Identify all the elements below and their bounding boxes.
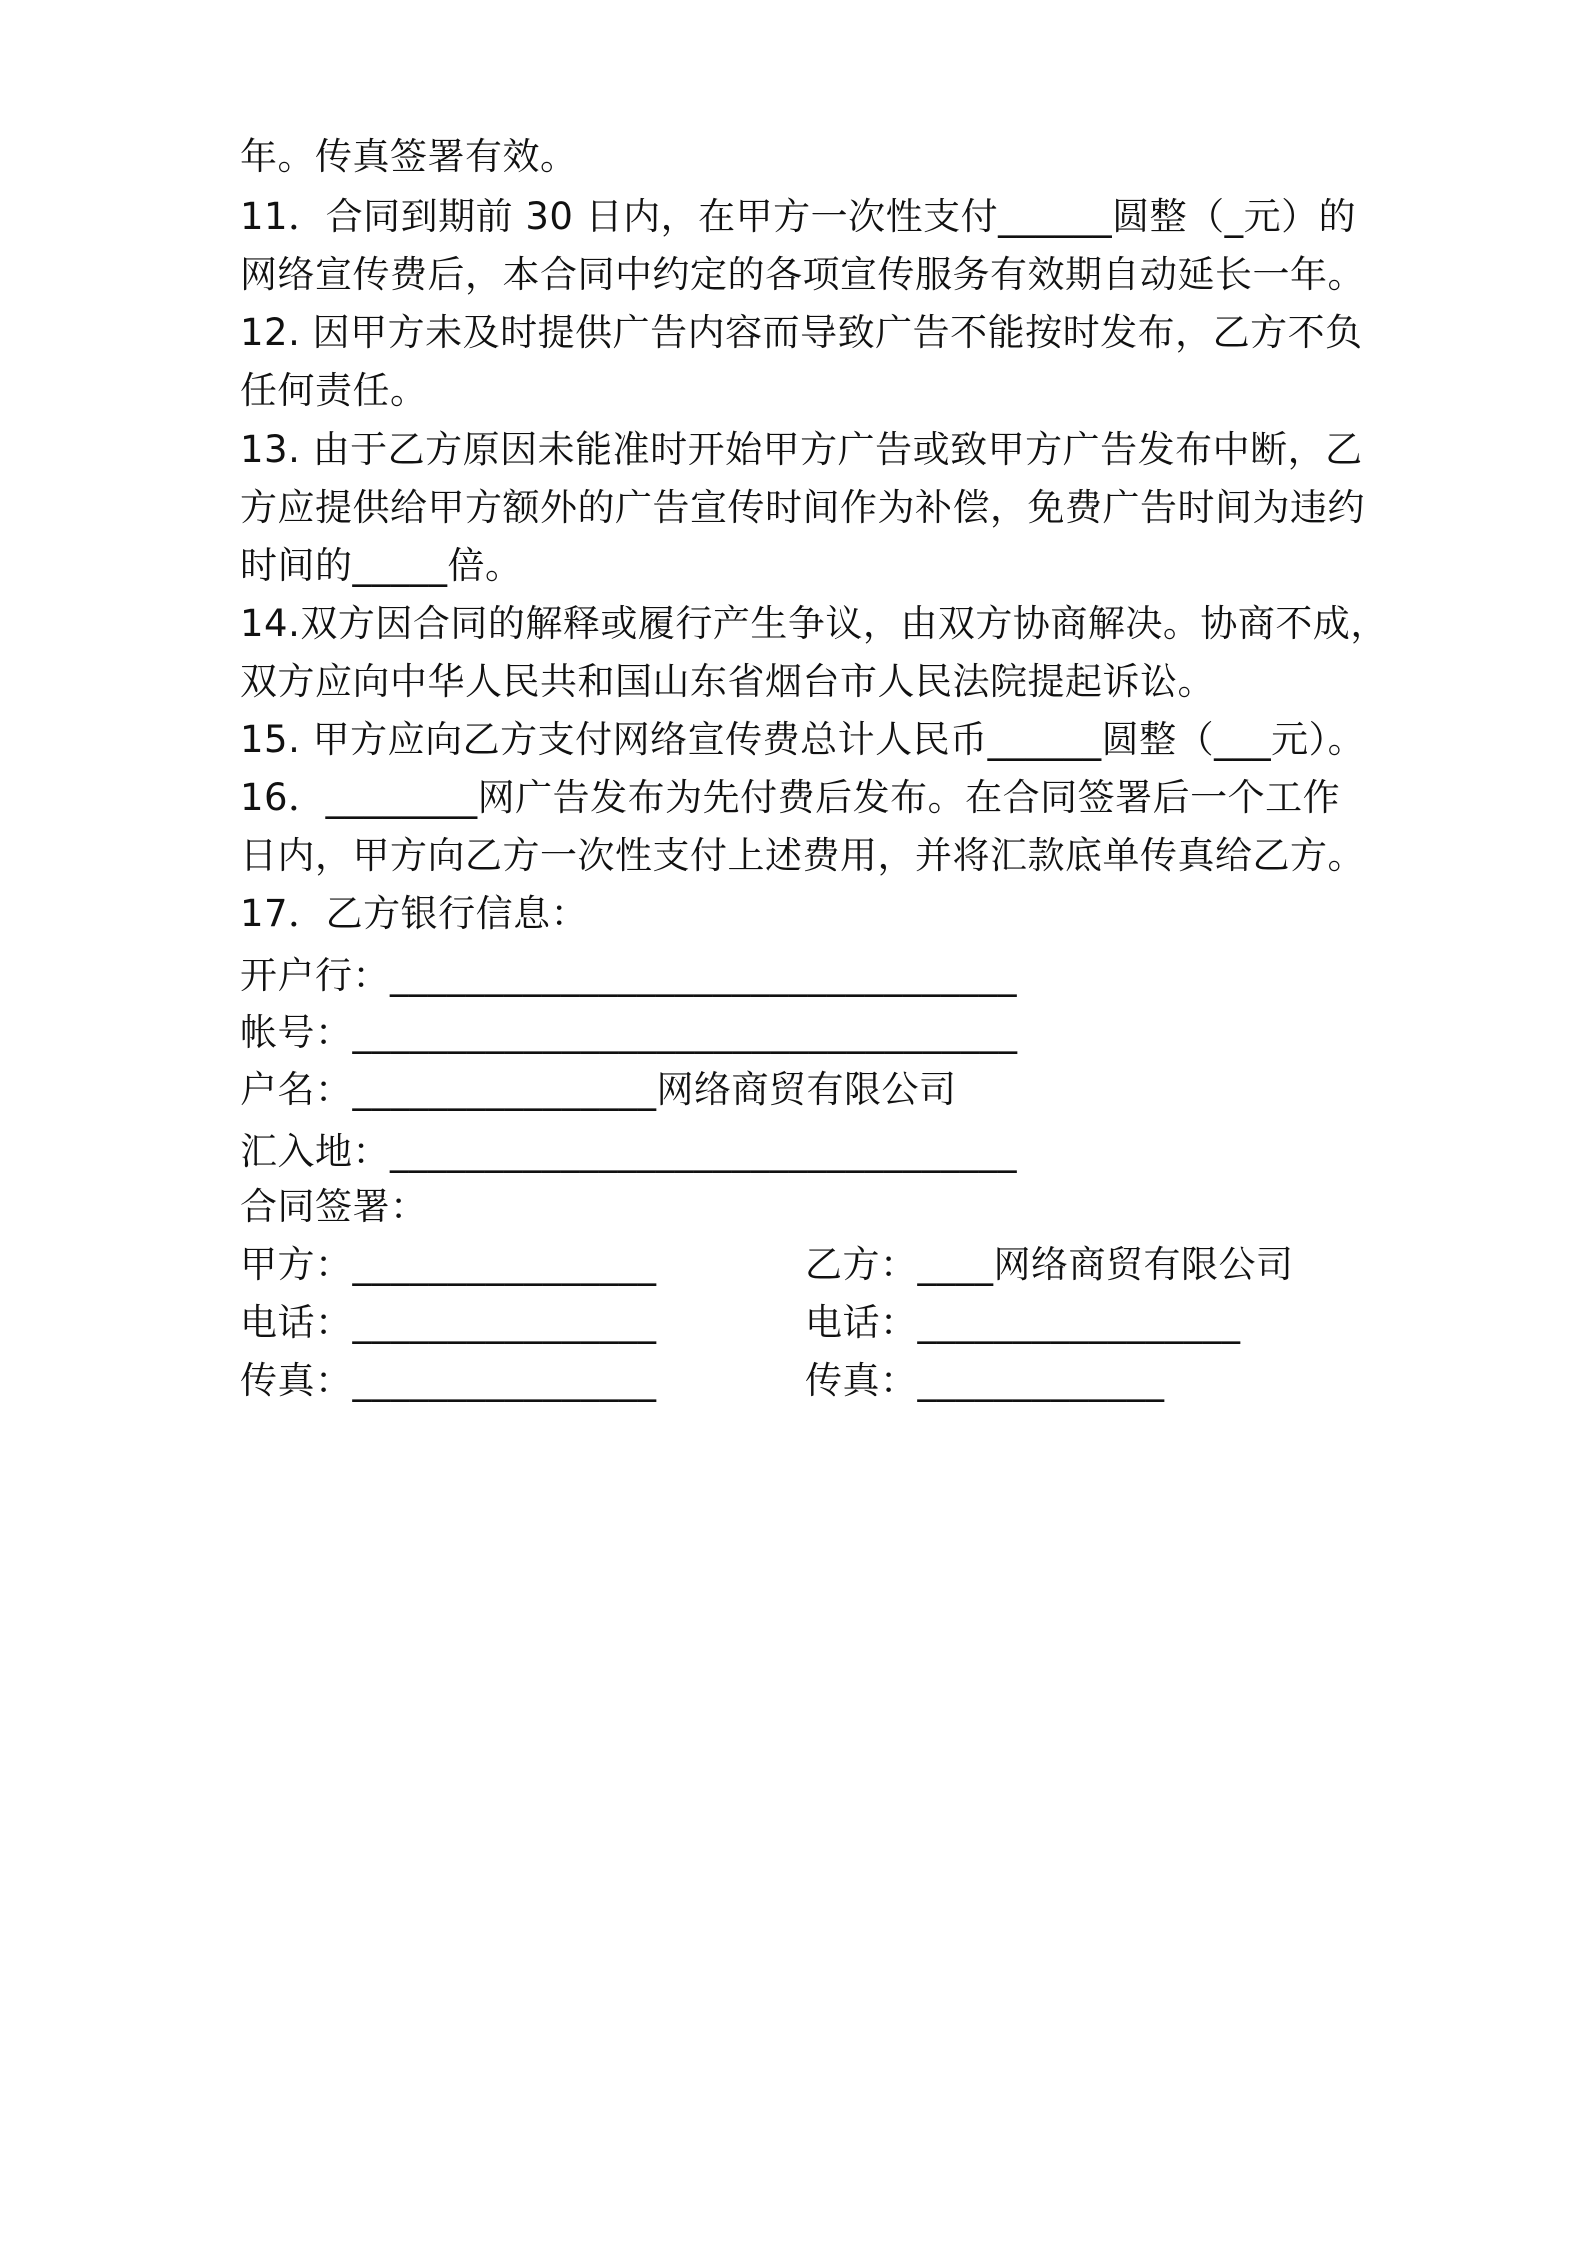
clause-14-line-2: 双方应向中华人民共和国山东省烟台市人民法院提起诉讼。 (240, 660, 1215, 703)
clause-13-line-3: 时间的_____倍。 (240, 544, 523, 587)
party-a-fax-field: 传真：________________ (240, 1359, 657, 1402)
signing-heading: 合同签署： (240, 1185, 428, 1228)
clause-12-line-1: 12. 因甲方未及时提供广告内容而导致广告不能按时发布，乙方不负 (240, 311, 1363, 354)
clause-11-line-1: 11．合同到期前 30 日内，在甲方一次性支付______圆整（_元）的 (240, 195, 1357, 238)
clause-16-line-2: 日内，甲方向乙方一次性支付上述费用，并将汇款底单传真给乙方。 (240, 834, 1365, 877)
party-a-field: 甲方：________________ (240, 1243, 657, 1286)
clause-12-line-2: 任何责任。 (240, 369, 428, 412)
bank-opening-field: 开户行：_________________________________ (240, 954, 1017, 997)
clause-16-line-1: 16．________网广告发布为先付费后发布。在合同签署后一个工作 (240, 776, 1341, 819)
text-line-1: 年。传真签署有效。 (240, 135, 578, 178)
party-b-field: 乙方：____网络商贸有限公司 (805, 1243, 1294, 1286)
clause-15-line-1: 15. 甲方应向乙方支付网络宣传费总计人民币______圆整（___元）。 (240, 718, 1366, 761)
bank-account-field: 帐号：___________________________________ (240, 1011, 1018, 1054)
clause-14-line-1: 14.双方因合同的解释或履行产生争议，由双方协商解决。协商不成， (240, 602, 1388, 645)
bank-remit-place-field: 汇入地：_________________________________ (240, 1130, 1017, 1173)
party-b-phone-field: 电话：_________________ (805, 1301, 1241, 1344)
clause-13-line-2: 方应提供给甲方额外的广告宣传时间作为补偿，免费广告时间为违约 (240, 486, 1365, 529)
party-b-fax-field: 传真：_____________ (805, 1359, 1165, 1402)
party-a-phone-field: 电话：________________ (240, 1301, 657, 1344)
clause-11-line-2: 网络宣传费后，本合同中约定的各项宣传服务有效期自动延长一年。 (240, 253, 1365, 296)
clause-13-line-1: 13. 由于乙方原因未能准时开始甲方广告或致甲方广告发布中断，乙 (240, 428, 1363, 471)
clause-17-heading: 17．乙方银行信息： (240, 892, 589, 935)
bank-account-name-field: 户名：________________网络商贸有限公司 (240, 1068, 957, 1111)
